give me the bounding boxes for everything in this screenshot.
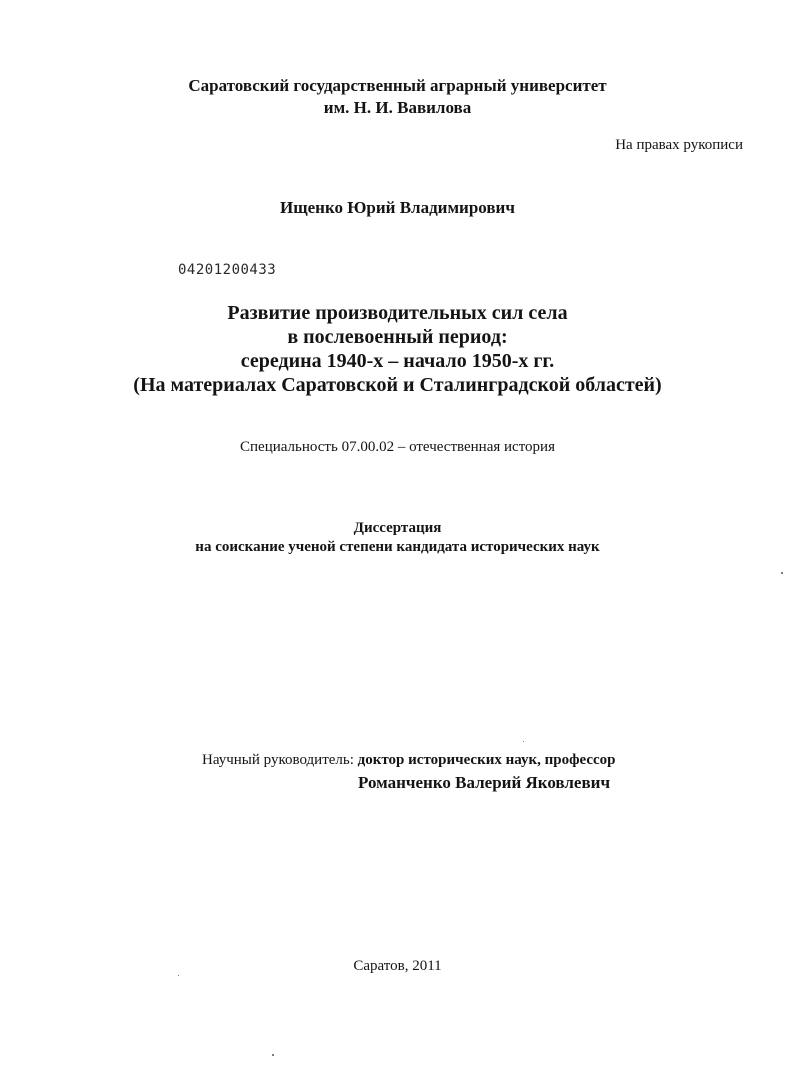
scan-speck xyxy=(781,572,783,574)
registration-stamp: 04201200433 xyxy=(178,262,277,278)
university-named-after: им. Н. И. Вавилова xyxy=(323,98,472,117)
specialty: Специальность 07.00.02 – отечественная история xyxy=(240,439,555,455)
rights-note: На правах рукописи xyxy=(615,137,743,153)
supervisor-label: Научный руководитель: xyxy=(202,752,354,768)
place-year: Саратов, 2011 xyxy=(353,958,442,974)
scan-speck xyxy=(272,1054,274,1056)
university-name: Саратовский государственный аграрный университет xyxy=(188,76,607,95)
scan-speck xyxy=(178,975,179,976)
author-name: Ищенко Юрий Владимирович xyxy=(280,198,515,217)
work-type-purpose: на соискание ученой степени кандидата исторических наук xyxy=(195,539,600,555)
title-line-2: в послевоенный период: xyxy=(287,326,508,348)
scan-speck xyxy=(523,741,524,742)
supervisor-degree: доктор исторических наук, профессор xyxy=(357,752,616,768)
title-line-3: середина 1940-х – начало 1950-х гг. xyxy=(240,350,555,372)
title-line-4: (На материалах Саратовской и Сталинградской областей) xyxy=(133,374,662,396)
title-line-1: Развитие производительных сил села xyxy=(227,302,568,324)
supervisor-name: Романченко Валерий Яковлевич xyxy=(358,773,611,792)
work-type-label: Диссертация xyxy=(353,520,442,536)
supervisor-line xyxy=(202,752,615,769)
